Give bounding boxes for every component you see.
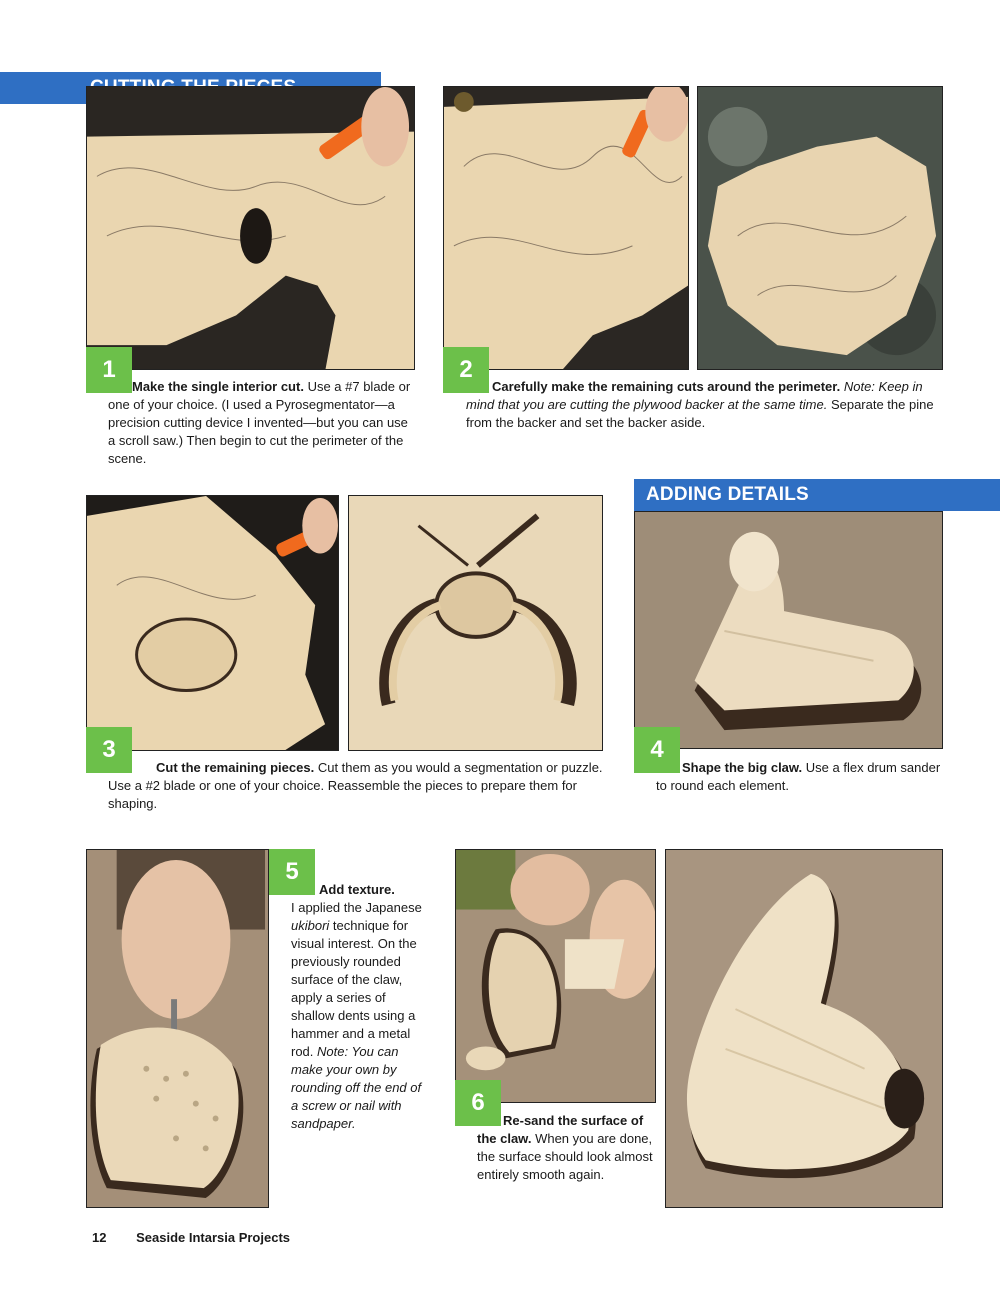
step-6-photo-a <box>455 849 656 1103</box>
step-title: Add texture. <box>319 882 395 897</box>
step-text: Use a #7 blade or one of your choice. (I used a Pyrosegmentator—a precision cutting device I invented—but you can use a scroll saw.) Then begin to cut the perimeter of the scene. <box>108 379 411 466</box>
section-title: ADDING DETAILS <box>646 484 809 505</box>
step-4-caption <box>656 759 946 795</box>
step-2-photo-a <box>443 86 689 370</box>
page-number: 12 <box>92 1230 107 1245</box>
step-5-caption <box>291 881 431 1133</box>
book-title: Seaside Intarsia Projects <box>136 1230 291 1245</box>
step-text: Separate the pine from the backer and set the backer aside. <box>466 397 934 430</box>
step-title: Shape the big claw. <box>682 760 803 775</box>
step-title: Make the single interior cut. <box>132 379 304 394</box>
step-title: Re-sand the surface of the claw. <box>477 1113 644 1146</box>
step-3-photo-a <box>86 495 339 751</box>
step-2-caption <box>466 378 946 432</box>
step-2-photo-b <box>697 86 943 370</box>
step-title: Carefully make the remaining cuts around the perimeter. <box>492 379 841 394</box>
step-note: Note: Keep in mind that you are cutting the plywood backer at the same time. <box>466 379 923 412</box>
step-5-photo <box>86 849 269 1208</box>
section-header-details <box>634 479 1000 511</box>
page-footer <box>92 1230 290 1245</box>
step-6-caption <box>477 1112 653 1184</box>
step-6-photo-b <box>665 849 943 1208</box>
step-note: Note: You can make your own by rounding off the end of a screw or nail with sandpaper. <box>291 1044 422 1131</box>
step-badge: 2 <box>443 347 489 393</box>
step-text: Use a flex drum sander to round each element. <box>656 760 941 793</box>
step-badge: 1 <box>86 347 132 393</box>
step-badge: 4 <box>634 727 680 773</box>
step-badge: 5 <box>269 849 315 895</box>
step-emphasis: ukibori <box>291 918 330 933</box>
step-badge: 3 <box>86 727 132 773</box>
step-1-caption <box>108 378 418 468</box>
step-4-photo <box>634 511 943 749</box>
step-3-caption <box>108 759 608 813</box>
step-title: Cut the remaining pieces. <box>156 760 315 775</box>
step-1-photo <box>86 86 415 370</box>
step-text: I applied the Japanese <box>291 900 422 915</box>
step-text: Cut them as you would a segmentation or puzzle. Use a #2 blade or one of your choice. Reassemble the pieces to prepare them for shaping. <box>108 760 603 811</box>
step-badge: 6 <box>455 1080 501 1126</box>
step-text: technique for visual interest. On the previously rounded surface of the claw, apply a series of shallow dents using a hammer and a metal rod. <box>291 918 417 1059</box>
step-3-photo-b <box>348 495 603 751</box>
step-text: When you are done, the surface should look almost entirely smooth again. <box>477 1131 653 1182</box>
